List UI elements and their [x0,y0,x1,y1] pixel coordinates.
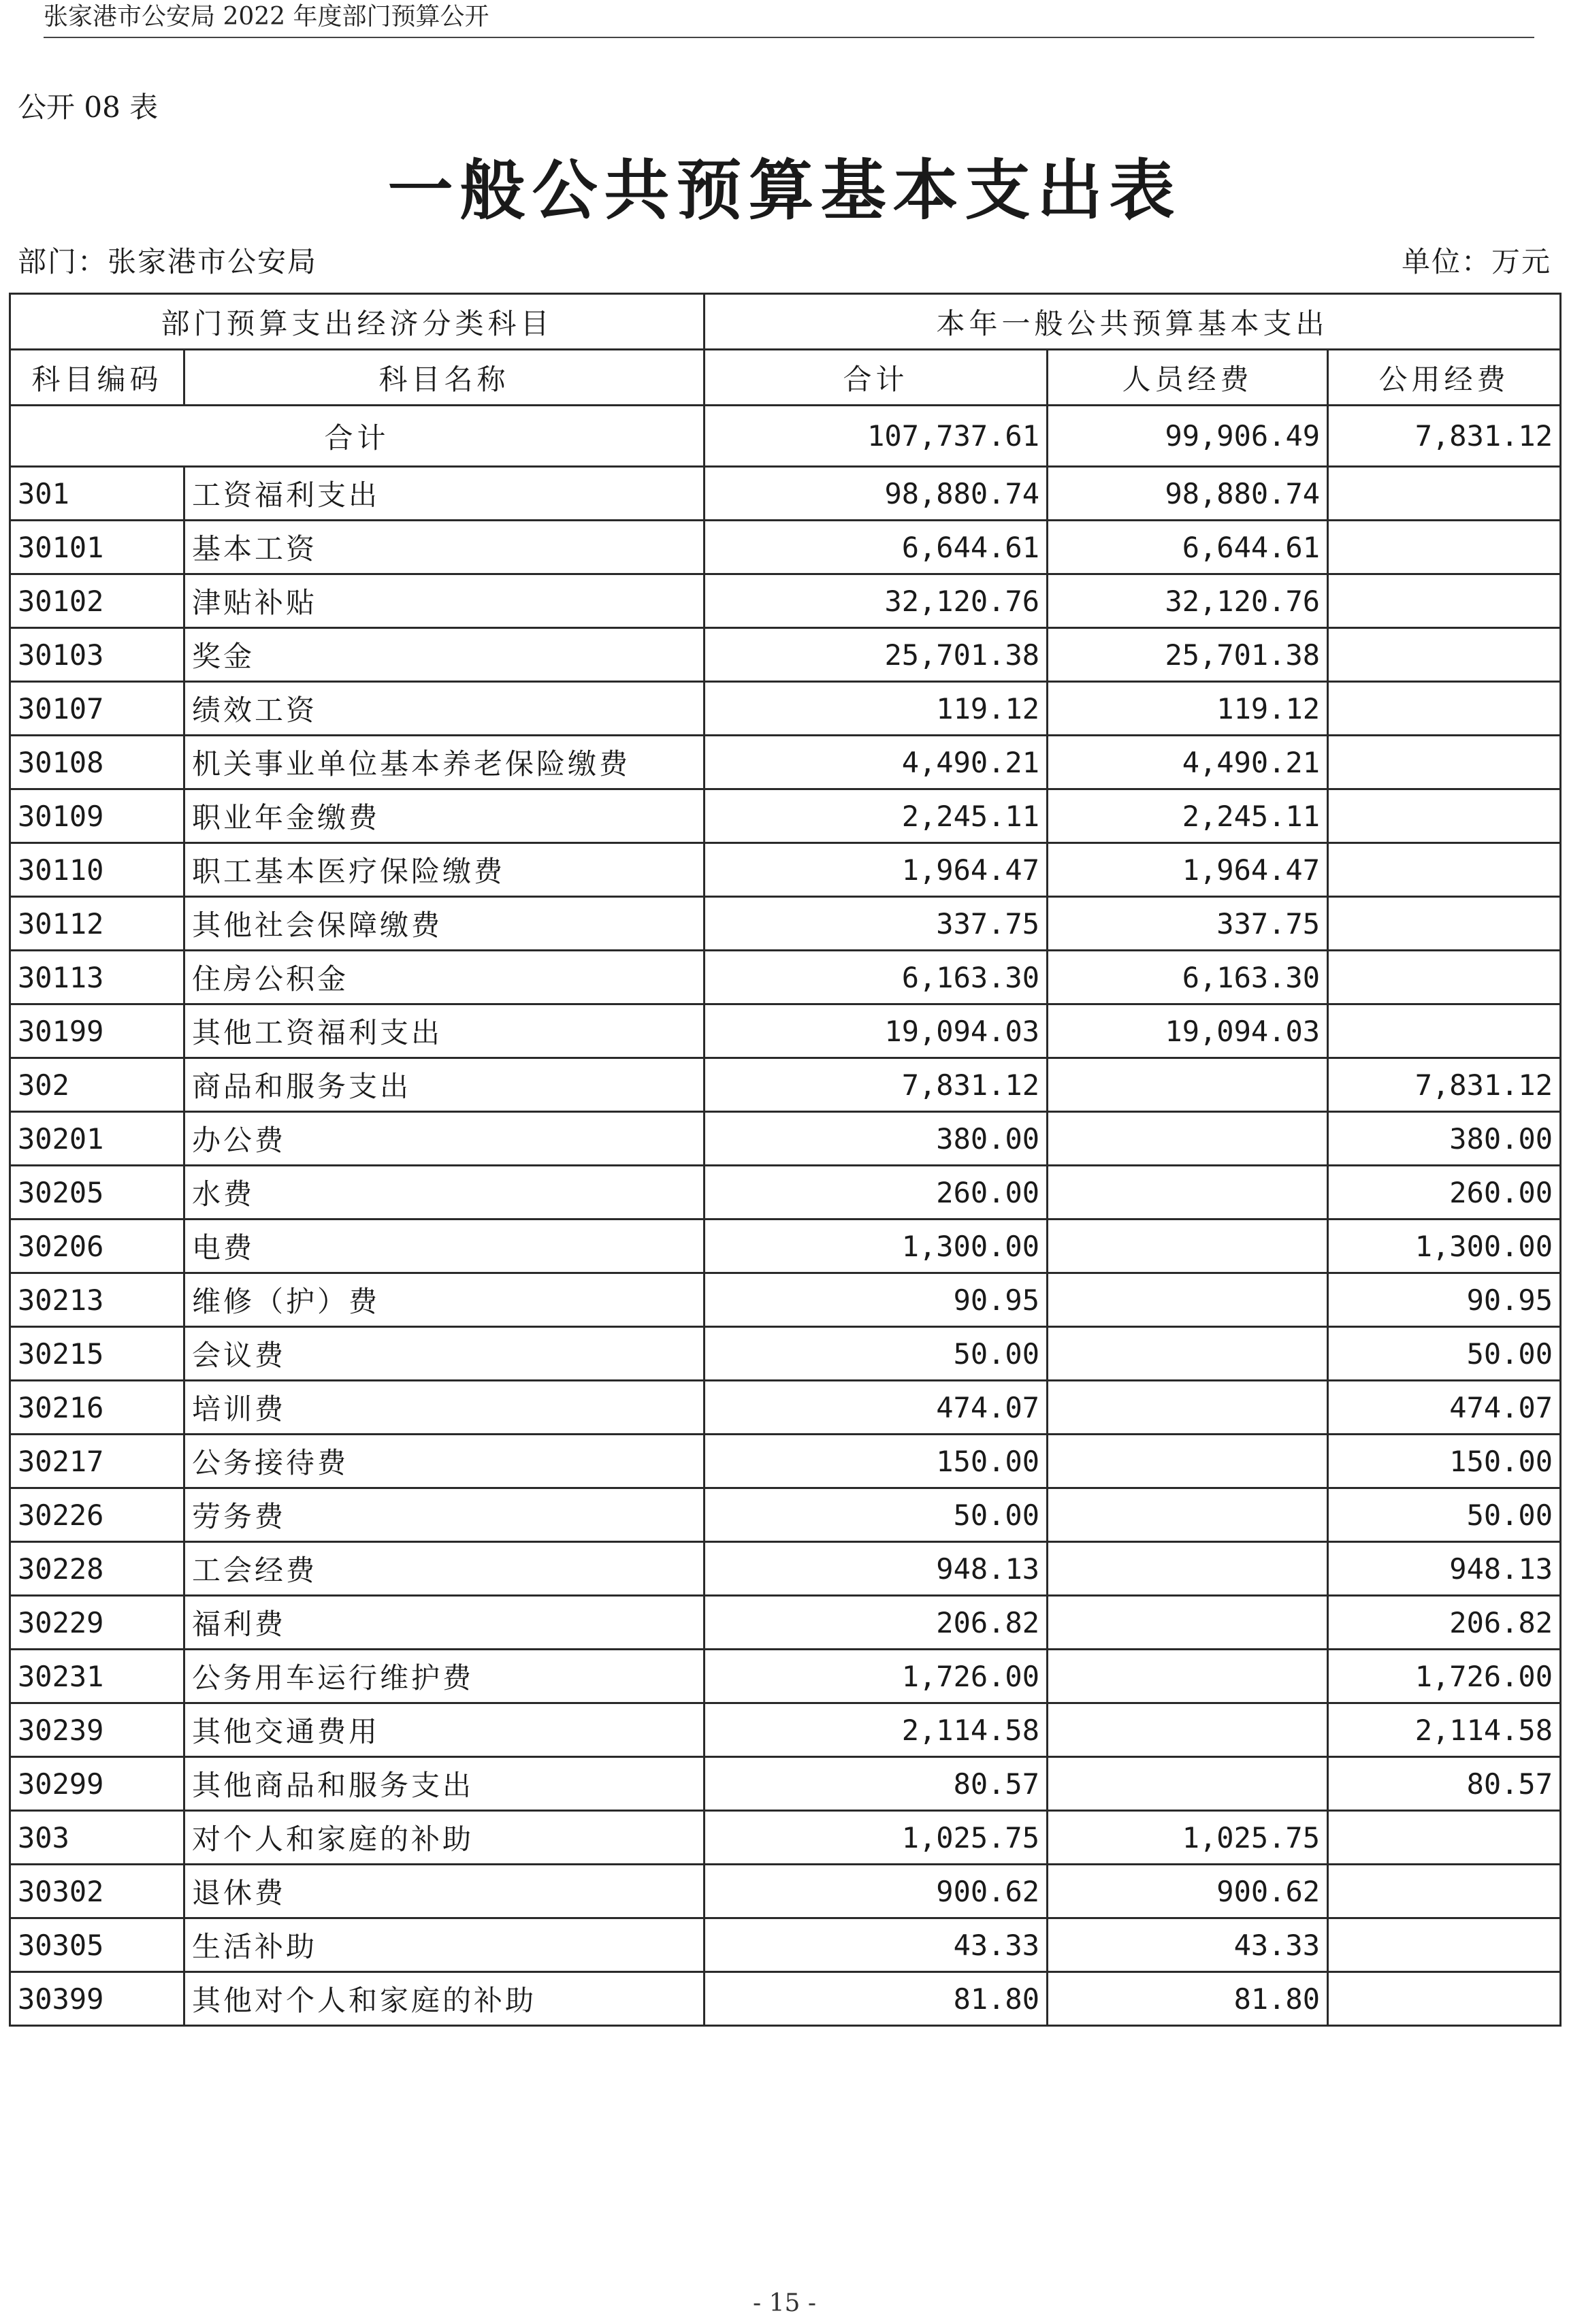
row-total: 1,726.00 [705,1650,1048,1703]
row-total: 81.80 [705,1972,1048,2026]
total-public: 7,831.12 [1328,406,1561,467]
table-row [10,521,1561,574]
row-personnel: 98,880.74 [1048,467,1328,521]
row-personnel [1048,1650,1328,1703]
row-name: 其他工资福利支出 [184,1004,705,1058]
row-code: 301 [10,467,184,521]
row-name: 劳务费 [184,1488,705,1542]
row-personnel [1048,1220,1328,1273]
row-code: 30399 [10,1972,184,2026]
row-personnel: 6,644.61 [1048,521,1328,574]
row-name: 机关事业单位基本养老保险缴费 [184,736,705,789]
row-total: 380.00 [705,1112,1048,1166]
row-name: 绩效工资 [184,682,705,736]
row-total: 260.00 [705,1166,1048,1220]
row-code: 30213 [10,1273,184,1327]
row-personnel [1048,1703,1328,1757]
row-public: 90.95 [1328,1273,1561,1327]
row-personnel [1048,1596,1328,1650]
total-personnel: 99,906.49 [1048,406,1328,467]
row-personnel [1048,1166,1328,1220]
row-code: 30305 [10,1918,184,1972]
row-personnel [1048,1435,1328,1488]
row-code: 30101 [10,521,184,574]
row-code: 30226 [10,1488,184,1542]
row-public [1328,897,1561,951]
row-personnel [1048,1273,1328,1327]
table-row [10,1918,1561,1972]
row-personnel: 1,025.75 [1048,1811,1328,1865]
row-name: 住房公积金 [184,951,705,1004]
running-header: 张家港市公安局 2022 年度部门预算公开 [44,3,489,31]
table-row [10,1811,1561,1865]
row-public: 7,831.12 [1328,1058,1561,1112]
row-personnel: 19,094.03 [1048,1004,1328,1058]
table-row [10,1488,1561,1542]
header-code: 科目编码 [10,350,184,406]
row-code: 30215 [10,1327,184,1381]
row-public: 260.00 [1328,1166,1561,1220]
row-total: 98,880.74 [705,467,1048,521]
row-public: 380.00 [1328,1112,1561,1166]
row-total: 6,163.30 [705,951,1048,1004]
row-total: 1,025.75 [705,1811,1048,1865]
row-total: 1,300.00 [705,1220,1048,1273]
row-total: 32,120.76 [705,574,1048,628]
total-label: 合计 [10,406,705,467]
row-total: 7,831.12 [705,1058,1048,1112]
row-total: 948.13 [705,1542,1048,1596]
table-row [10,843,1561,897]
row-total: 900.62 [705,1865,1048,1918]
row-name: 福利费 [184,1596,705,1650]
table-row [10,1112,1561,1166]
row-personnel: 1,964.47 [1048,843,1328,897]
row-total: 6,644.61 [705,521,1048,574]
row-name: 其他社会保障缴费 [184,897,705,951]
row-name: 商品和服务支出 [184,1058,705,1112]
row-personnel [1048,1058,1328,1112]
table-row [10,951,1561,1004]
table-row [10,1865,1561,1918]
row-name: 津贴补贴 [184,574,705,628]
row-total: 2,114.58 [705,1703,1048,1757]
table-row [10,1435,1561,1488]
row-personnel: 43.33 [1048,1918,1328,1972]
row-total: 50.00 [705,1488,1048,1542]
row-public [1328,467,1561,521]
row-code: 30302 [10,1865,184,1918]
total-amount: 107,737.61 [705,406,1048,467]
row-code: 30231 [10,1650,184,1703]
header-personnel: 人员经费 [1048,350,1328,406]
row-code: 30103 [10,628,184,682]
header-public: 公用经费 [1328,350,1561,406]
row-name: 办公费 [184,1112,705,1166]
row-personnel [1048,1542,1328,1596]
table-row [10,1058,1561,1112]
row-public [1328,843,1561,897]
row-total: 1,964.47 [705,843,1048,897]
table-row [10,574,1561,628]
row-personnel [1048,1381,1328,1435]
table-row [10,1220,1561,1273]
table-row [10,789,1561,843]
row-code: 30229 [10,1596,184,1650]
row-personnel: 2,245.11 [1048,789,1328,843]
row-total: 43.33 [705,1918,1048,1972]
row-code: 30216 [10,1381,184,1435]
row-total: 25,701.38 [705,628,1048,682]
row-name: 奖金 [184,628,705,682]
row-code: 30201 [10,1112,184,1166]
row-public [1328,1918,1561,1972]
row-total: 90.95 [705,1273,1048,1327]
page-number: - 15 - [752,2289,817,2317]
row-code: 30217 [10,1435,184,1488]
row-total: 119.12 [705,682,1048,736]
row-personnel [1048,1112,1328,1166]
row-public [1328,574,1561,628]
table-row [10,682,1561,736]
row-code: 30199 [10,1004,184,1058]
row-name: 水费 [184,1166,705,1220]
row-total: 474.07 [705,1381,1048,1435]
row-name: 其他对个人和家庭的补助 [184,1972,705,2026]
row-public: 206.82 [1328,1596,1561,1650]
row-name: 培训费 [184,1381,705,1435]
row-public [1328,1865,1561,1918]
row-name: 工会经费 [184,1542,705,1596]
row-name: 工资福利支出 [184,467,705,521]
table-row [10,736,1561,789]
row-total: 206.82 [705,1596,1048,1650]
row-public: 474.07 [1328,1381,1561,1435]
table-row [10,1542,1561,1596]
table-row [10,1004,1561,1058]
table-row [10,1327,1561,1381]
row-personnel: 25,701.38 [1048,628,1328,682]
row-public [1328,1004,1561,1058]
row-name: 职业年金缴费 [184,789,705,843]
table-row [10,1703,1561,1757]
row-total: 4,490.21 [705,736,1048,789]
total-row [10,406,1561,467]
row-public: 1,300.00 [1328,1220,1561,1273]
department-label: 部门：张家港市公安局 [18,245,318,278]
row-code: 30109 [10,789,184,843]
row-public: 50.00 [1328,1488,1561,1542]
table-row [10,1273,1561,1327]
row-personnel: 4,490.21 [1048,736,1328,789]
row-public [1328,1811,1561,1865]
row-code: 30112 [10,897,184,951]
row-public: 50.00 [1328,1327,1561,1381]
row-code: 303 [10,1811,184,1865]
row-name: 其他商品和服务支出 [184,1757,705,1811]
table-row [10,467,1561,521]
row-personnel: 337.75 [1048,897,1328,951]
row-total: 337.75 [705,897,1048,951]
row-name: 维修（护）费 [184,1273,705,1327]
table-row [10,1166,1561,1220]
row-total: 19,094.03 [705,1004,1048,1058]
row-name: 公务接待费 [184,1435,705,1488]
row-code: 30107 [10,682,184,736]
page-title: 一般公共预算基本支出表 [387,152,1182,229]
row-code: 30299 [10,1757,184,1811]
row-code: 30113 [10,951,184,1004]
row-name: 基本工资 [184,521,705,574]
row-personnel: 6,163.30 [1048,951,1328,1004]
row-public [1328,682,1561,736]
row-code: 30228 [10,1542,184,1596]
table-row [10,1650,1561,1703]
row-code: 30102 [10,574,184,628]
table-row [10,897,1561,951]
row-public: 1,726.00 [1328,1650,1561,1703]
row-total: 2,245.11 [705,789,1048,843]
header-group-right: 本年一般公共预算基本支出 [705,294,1561,350]
header-rule [44,37,1534,38]
row-personnel: 119.12 [1048,682,1328,736]
table-row [10,1381,1561,1435]
row-code: 30239 [10,1703,184,1757]
row-name: 电费 [184,1220,705,1273]
table-row [10,1972,1561,2026]
header-name: 科目名称 [184,350,705,406]
row-public [1328,521,1561,574]
row-public: 2,114.58 [1328,1703,1561,1757]
header-row-group [10,294,1561,350]
row-personnel: 32,120.76 [1048,574,1328,628]
row-public: 948.13 [1328,1542,1561,1596]
row-code: 30108 [10,736,184,789]
row-name: 其他交通费用 [184,1703,705,1757]
row-public [1328,789,1561,843]
row-personnel: 81.80 [1048,1972,1328,2026]
row-code: 30205 [10,1166,184,1220]
row-code: 30110 [10,843,184,897]
table-row [10,628,1561,682]
row-personnel [1048,1488,1328,1542]
header-total: 合计 [705,350,1048,406]
row-name: 对个人和家庭的补助 [184,1811,705,1865]
row-public: 80.57 [1328,1757,1561,1811]
row-name: 公务用车运行维护费 [184,1650,705,1703]
row-public: 150.00 [1328,1435,1561,1488]
table-number: 公开 08 表 [18,91,159,124]
row-name: 会议费 [184,1327,705,1381]
table-row [10,1596,1561,1650]
row-name: 职工基本医疗保险缴费 [184,843,705,897]
row-name: 退休费 [184,1865,705,1918]
unit-label: 单位：万元 [1401,245,1551,278]
row-personnel [1048,1327,1328,1381]
row-public [1328,628,1561,682]
row-name: 生活补助 [184,1918,705,1972]
budget-table [9,293,1562,2027]
row-public [1328,1972,1561,2026]
header-group-left: 部门预算支出经济分类科目 [10,294,705,350]
table-row [10,1757,1561,1811]
row-public [1328,951,1561,1004]
header-row-columns [10,350,1561,406]
row-total: 150.00 [705,1435,1048,1488]
row-public [1328,736,1561,789]
row-code: 302 [10,1058,184,1112]
row-personnel [1048,1757,1328,1811]
row-total: 50.00 [705,1327,1048,1381]
row-code: 30206 [10,1220,184,1273]
row-total: 80.57 [705,1757,1048,1811]
row-personnel: 900.62 [1048,1865,1328,1918]
